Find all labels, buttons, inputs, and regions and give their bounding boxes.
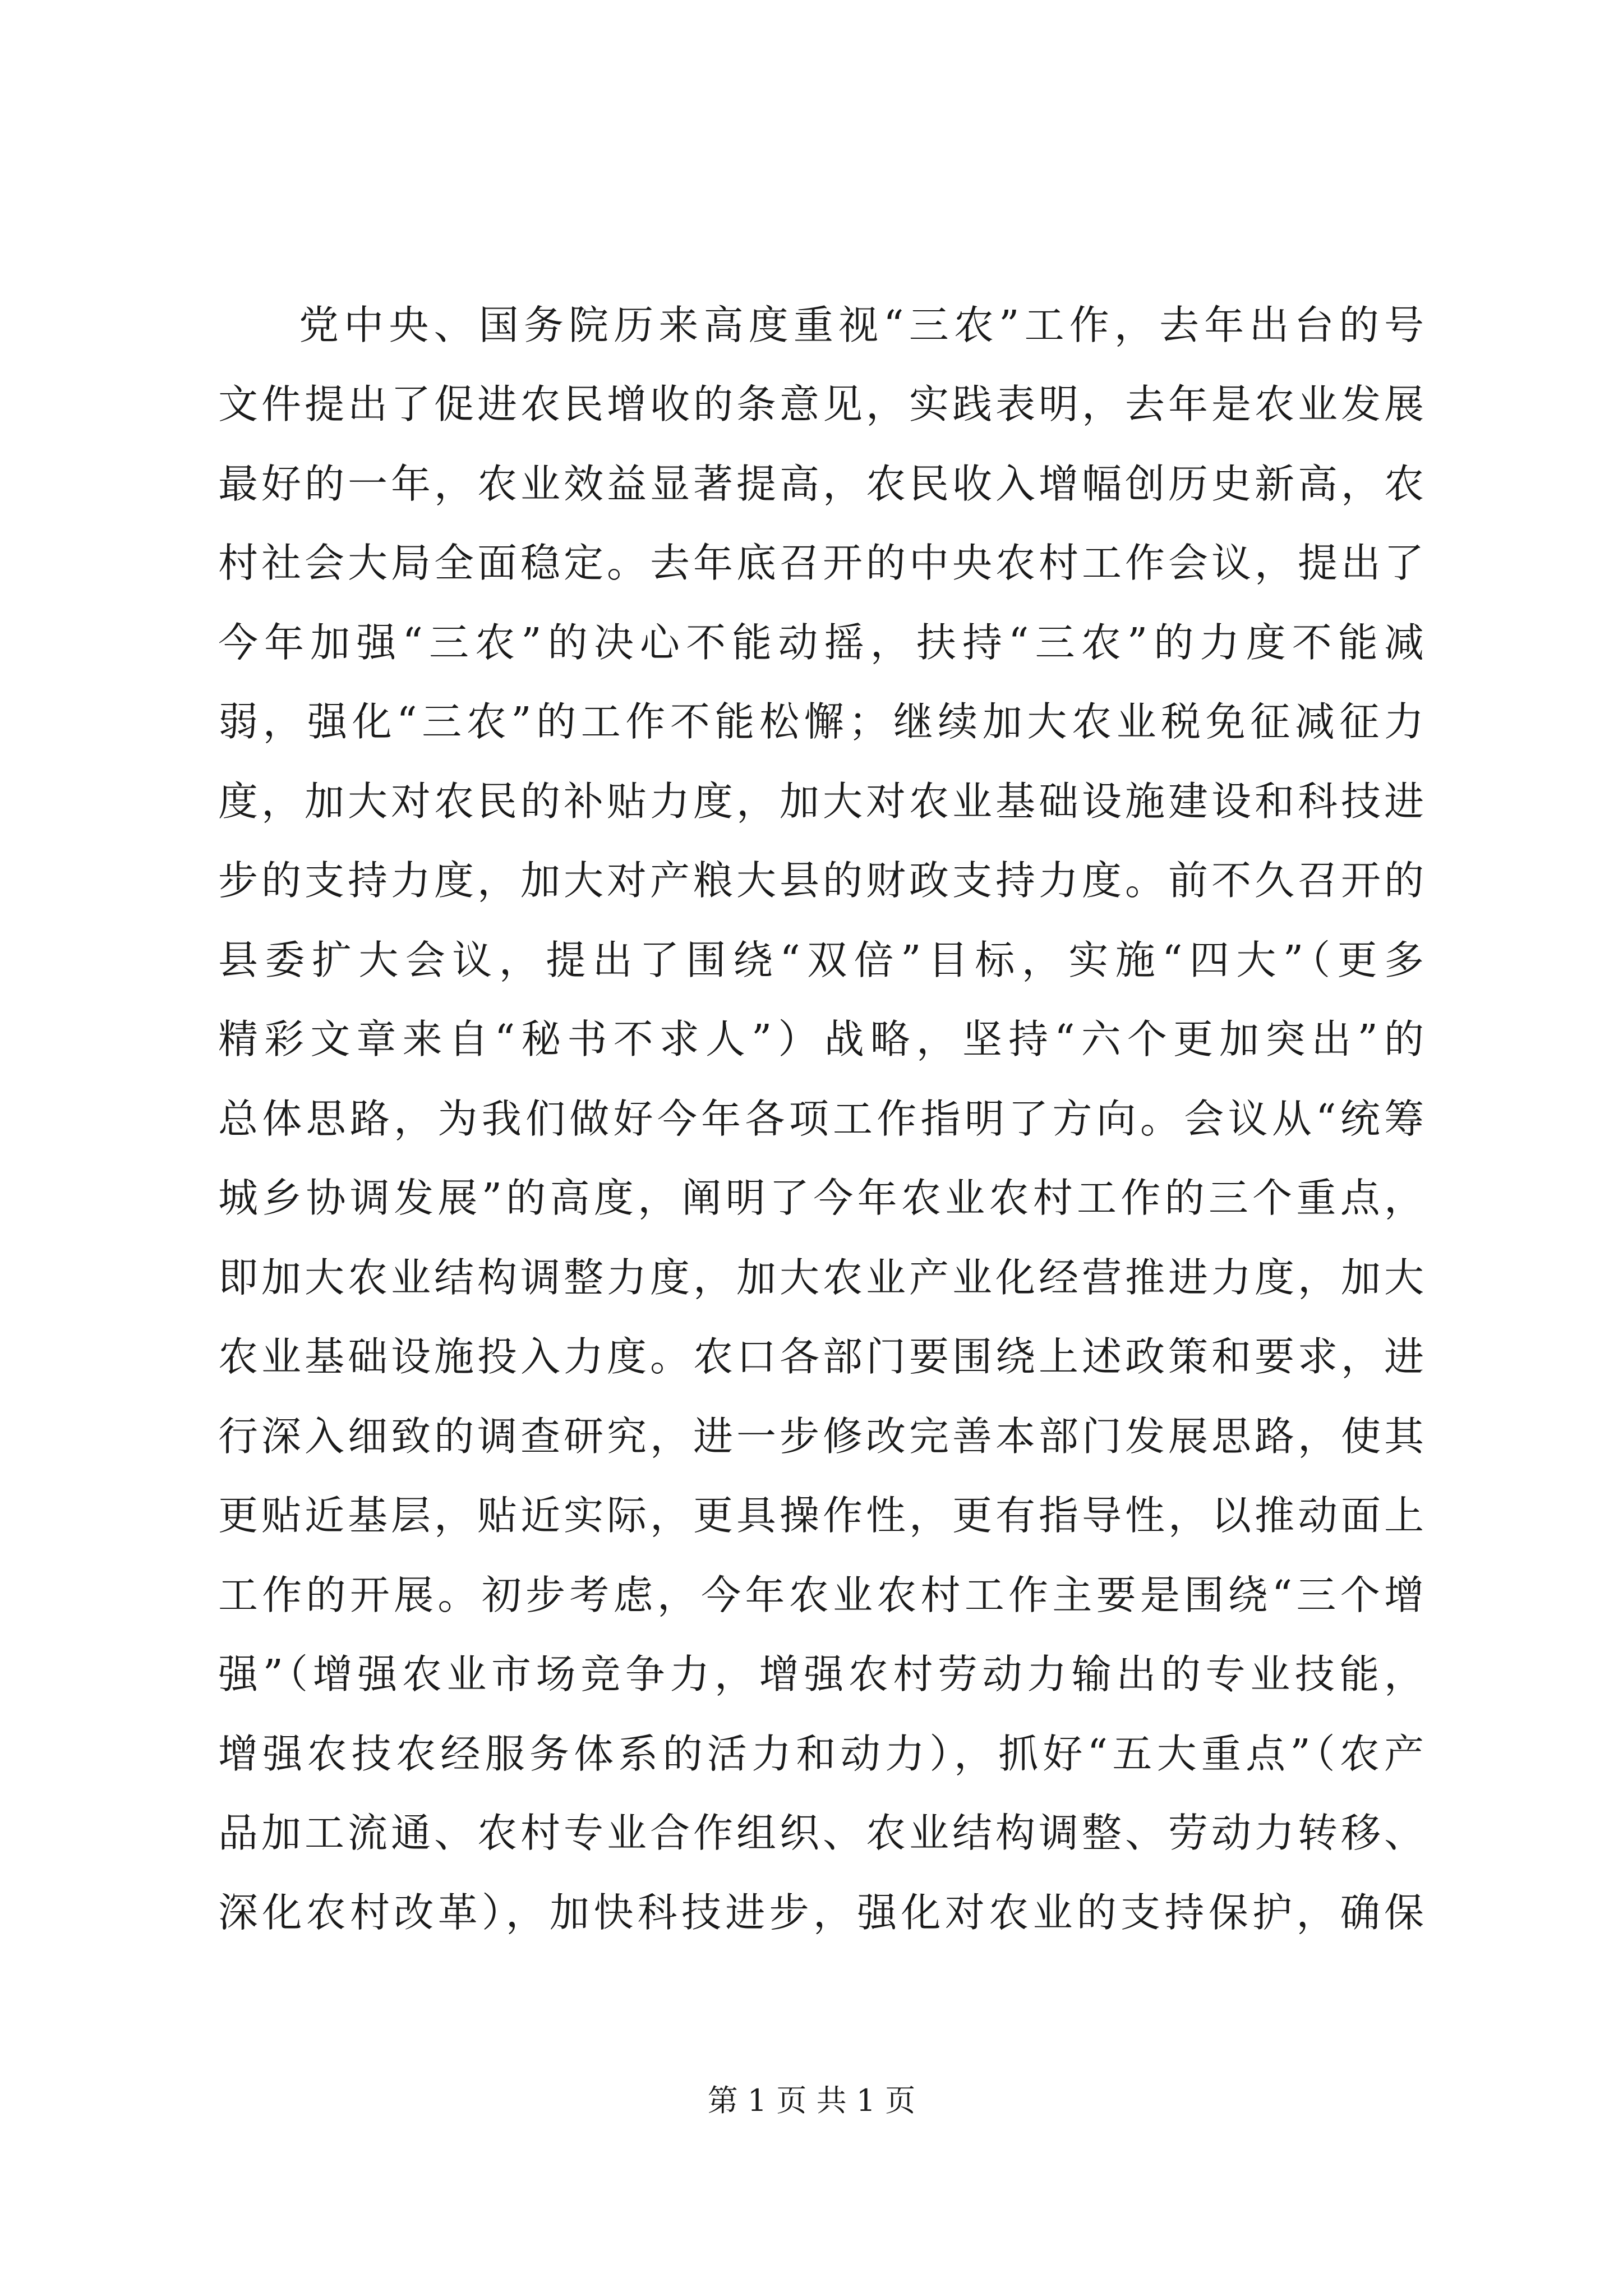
paragraph-line: 增强农技农经服务体系的活力和动力），抓好“五大重点”（农产 bbox=[218, 1731, 1424, 1777]
paragraph-line: 行深入细致的调查研究，进一步修改完善本部门发展思路，使其 bbox=[218, 1413, 1424, 1460]
page-footer bbox=[0, 2081, 1623, 2120]
paragraph-line: 农业基础设施投入力度。农口各部门要围绕上述政策和要求，进 bbox=[218, 1333, 1424, 1380]
page-number-label: 第 1 页 共 1 页 bbox=[707, 2083, 916, 2118]
paragraph-line: 总体思路，为我们做好今年各项工作指明了方向。会议从“统筹 bbox=[218, 1096, 1424, 1142]
paragraph-line: 步的支持力度，加大对产粮大县的财政支持力度。前不久召开的 bbox=[218, 857, 1424, 904]
paragraph-line: 强”（增强农业市场竞争力，增强农村劳动力输出的专业技能， bbox=[218, 1651, 1424, 1697]
paragraph-line: 城乡协调发展”的高度，阐明了今年农业农村工作的三个重点， bbox=[218, 1175, 1424, 1221]
paragraph-line: 品加工流通、农村专业合作组织、农业结构调整、劳动力转移、 bbox=[218, 1810, 1424, 1856]
paragraph-line: 精彩文章来自“秘书不求人”）战略，坚持“六个更加突出”的 bbox=[218, 1016, 1424, 1062]
paragraph-line: 更贴近基层，贴近实际，更具操作性，更有指导性，以推动面上 bbox=[218, 1492, 1424, 1539]
paragraph-line: 党中央、国务院历来高度重视“三农”工作，去年出台的号 bbox=[299, 302, 1424, 348]
paragraph-line: 深化农村改革），加快科技进步，强化对农业的支持保护，确保 bbox=[218, 1889, 1424, 1936]
paragraph-line: 弱，强化“三农”的工作不能松懈；继续加大农业税免征减征力 bbox=[218, 698, 1424, 745]
paragraph-line: 工作的开展。初步考虑，今年农业农村工作主要是围绕“三个增 bbox=[218, 1572, 1424, 1618]
paragraph-line: 最好的一年，农业效益显著提高，农民收入增幅创历史新高，农 bbox=[218, 461, 1424, 507]
paragraph-line: 即加大农业结构调整力度，加大农业产业化经营推进力度，加大 bbox=[218, 1254, 1424, 1301]
paragraph-line: 文件提出了促进农民增收的条意见，实践表明，去年是农业发展 bbox=[218, 381, 1424, 427]
paragraph-line: 村社会大局全面稳定。去年底召开的中央农村工作会议，提出了 bbox=[218, 540, 1424, 586]
paragraph-line: 度，加大对农民的补贴力度，加大对农业基础设施建设和科技进 bbox=[218, 778, 1424, 825]
paragraph-line: 县委扩大会议，提出了围绕“双倍”目标，实施“四大”（更多 bbox=[218, 937, 1424, 983]
paragraph-line: 今年加强“三农”的决心不能动摇，扶持“三农”的力度不能减 bbox=[218, 619, 1424, 666]
